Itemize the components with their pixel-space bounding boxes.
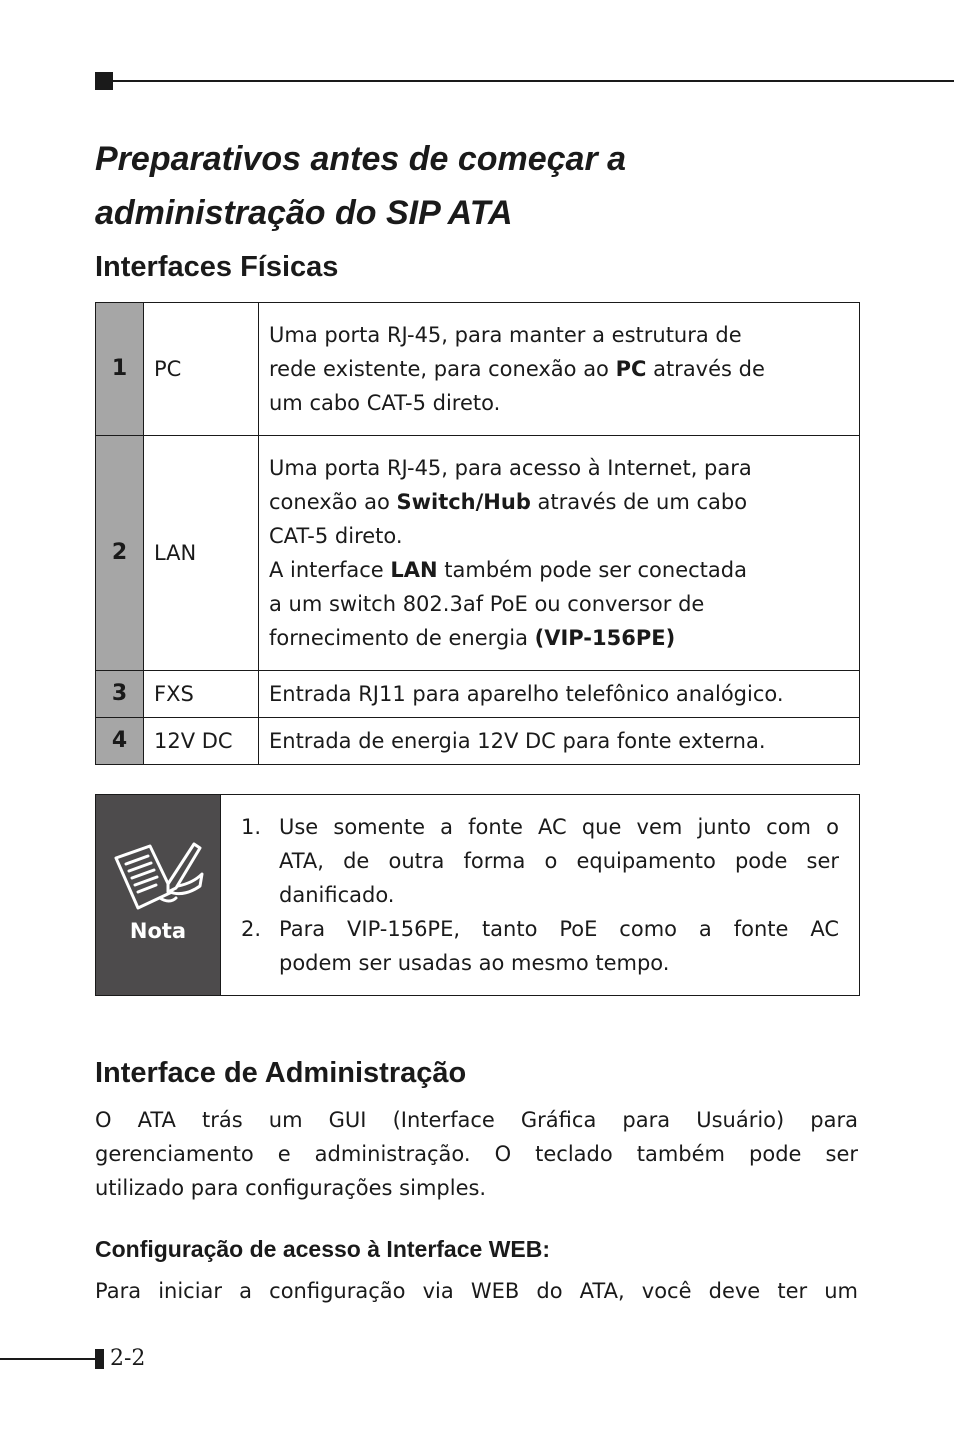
table-row bbox=[96, 436, 860, 671]
note-item bbox=[241, 810, 839, 912]
paragraph-line: Para iniciar a configuração via WEB do ATA, você deve ter um bbox=[95, 1279, 858, 1303]
interface-port-name: FXS bbox=[144, 671, 259, 718]
section-heading-web-access: Configuração de acesso à Interface WEB: bbox=[95, 1236, 551, 1262]
text-segment: A interface bbox=[269, 558, 391, 582]
interface-port-name: 12V DC bbox=[144, 718, 259, 765]
interface-port-name: LAN bbox=[144, 436, 259, 671]
description-line bbox=[269, 553, 849, 587]
note-line: Para VIP-156PE, tanto PoE como a fonte AC bbox=[279, 917, 839, 941]
table-row bbox=[96, 671, 860, 718]
interface-number: 3 bbox=[96, 671, 144, 718]
description-line bbox=[269, 386, 849, 420]
note-box bbox=[95, 794, 860, 996]
page-number: 2-2 bbox=[110, 1346, 146, 1371]
section-heading-admin-interface: Interface de Administração bbox=[95, 1057, 467, 1089]
text-segment: conexão ao bbox=[269, 490, 397, 514]
note-item-number: 1. bbox=[241, 815, 262, 839]
note-line: danificado. bbox=[279, 883, 395, 907]
description-line bbox=[269, 677, 849, 711]
interface-port-name: PC bbox=[144, 303, 259, 436]
admin-interface-paragraph bbox=[95, 1103, 858, 1205]
note-writing-icon bbox=[110, 840, 206, 916]
description-line bbox=[269, 621, 849, 655]
interface-description bbox=[259, 671, 860, 718]
note-item-number: 2. bbox=[241, 917, 262, 941]
text-segment: um cabo CAT-5 direto. bbox=[269, 391, 501, 415]
table-row bbox=[96, 303, 860, 436]
text-segment: Entrada RJ11 para aparelho telefônico analógico. bbox=[269, 682, 784, 706]
paragraph-line: utilizado para configurações simples. bbox=[95, 1176, 487, 1200]
note-item bbox=[241, 912, 839, 980]
description-line bbox=[269, 587, 849, 621]
interface-number: 4 bbox=[96, 718, 144, 765]
interface-description bbox=[259, 303, 860, 436]
interface-number: 1 bbox=[96, 303, 144, 436]
header-square-mark bbox=[95, 72, 113, 90]
bold-term: PC bbox=[615, 357, 647, 381]
bold-term: (VIP-156PE) bbox=[534, 626, 676, 650]
section-heading-physical-interfaces: Interfaces Físicas bbox=[95, 251, 339, 283]
description-line bbox=[269, 352, 849, 386]
web-access-paragraph bbox=[95, 1274, 858, 1308]
note-item-text bbox=[279, 810, 839, 912]
note-line: podem ser usadas ao mesmo tempo. bbox=[279, 951, 670, 975]
interface-description bbox=[259, 436, 860, 671]
text-segment: Uma porta RJ-45, para acesso à Internet, para bbox=[269, 456, 752, 480]
interfaces-table bbox=[95, 302, 860, 765]
paragraph-line: O ATA trás um GUI (Interface Gráfica para Usuário) para bbox=[95, 1108, 858, 1132]
description-line bbox=[269, 451, 849, 485]
text-segment: através de bbox=[646, 357, 765, 381]
interface-description bbox=[259, 718, 860, 765]
description-line bbox=[269, 519, 849, 553]
note-line: ATA, de outra forma o equipamento pode ser bbox=[279, 849, 839, 873]
page-title-line-1: Preparativos antes de começar a bbox=[95, 140, 627, 178]
paragraph-line: gerenciamento e administração. O teclado também pode ser bbox=[95, 1142, 858, 1166]
text-segment: rede existente, para conexão ao bbox=[269, 357, 616, 381]
text-segment: através de um cabo bbox=[530, 490, 748, 514]
bold-term: LAN bbox=[390, 558, 438, 582]
text-segment: CAT-5 direto. bbox=[269, 524, 403, 548]
table-row bbox=[96, 718, 860, 765]
description-line bbox=[269, 724, 849, 758]
footer-mark bbox=[95, 1349, 104, 1369]
note-item-text bbox=[279, 912, 839, 980]
interface-number: 2 bbox=[96, 436, 144, 671]
text-segment: também pode ser conectada bbox=[437, 558, 747, 582]
text-segment: Entrada de energia 12V DC para fonte externa. bbox=[269, 729, 766, 753]
bold-term: Switch/Hub bbox=[396, 490, 531, 514]
note-line: Use somente a fonte AC que vem junto com o bbox=[279, 815, 839, 839]
page-title bbox=[95, 132, 875, 240]
text-segment: a um switch 802.3af PoE ou conversor de bbox=[269, 592, 705, 616]
text-segment: fornecimento de energia bbox=[269, 626, 535, 650]
note-label: Nota bbox=[129, 919, 187, 943]
page-title-line-2: administração do SIP ATA bbox=[95, 194, 513, 232]
description-line bbox=[269, 485, 849, 519]
note-list bbox=[221, 795, 859, 995]
header-rule bbox=[113, 80, 954, 82]
footer-rule bbox=[0, 1358, 95, 1360]
text-segment: Uma porta RJ-45, para manter a estrutura de bbox=[269, 323, 742, 347]
description-line bbox=[269, 318, 849, 352]
note-sidebar bbox=[96, 795, 221, 995]
